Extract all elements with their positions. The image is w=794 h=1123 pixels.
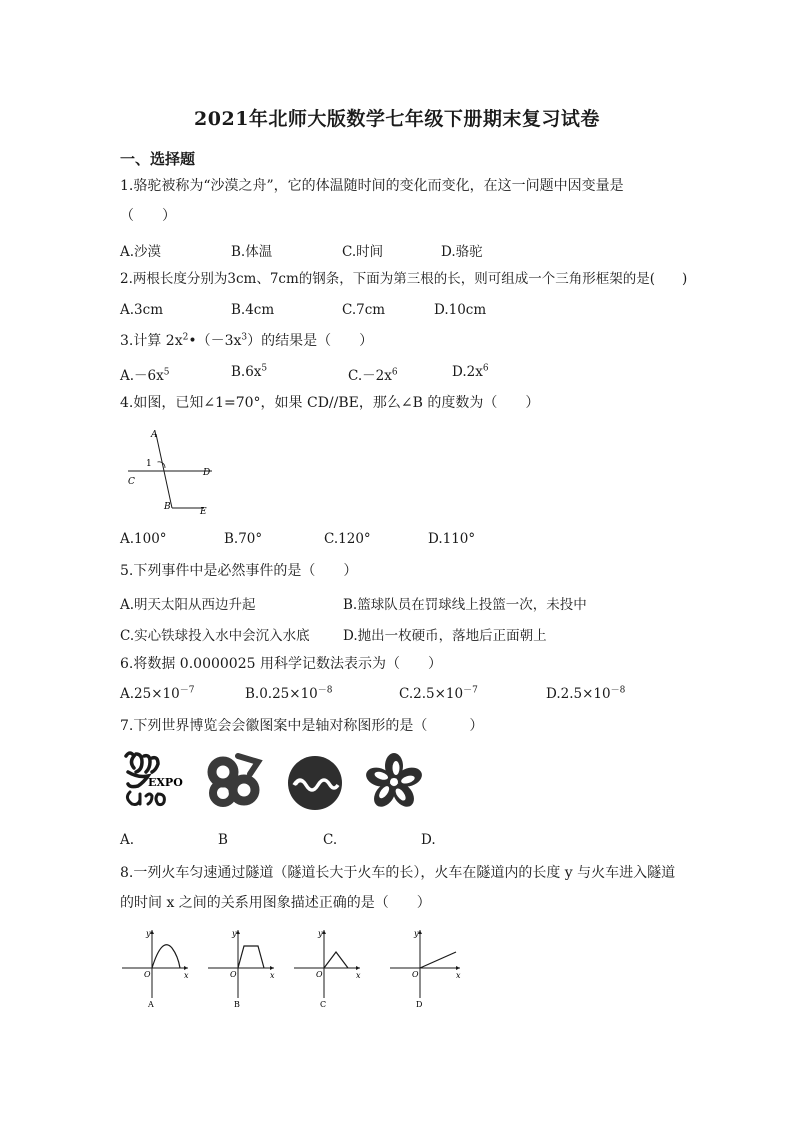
q6-option-c: $C.2.5\times 10^{-7}$ bbox=[399, 685, 478, 702]
q5-option-c: C.实心铁球投入水中会沉入水底 bbox=[120, 628, 310, 644]
question-7: 7.下列世界博览会会徽图案中是轴对称图形的是（ ） bbox=[120, 718, 484, 734]
graph-d-label: D bbox=[416, 1000, 423, 1009]
label-a: A bbox=[151, 430, 158, 440]
question-3: 3.计算 $2x^2•(-3x^3)$的结果是（ ） bbox=[120, 332, 374, 349]
label-c: C bbox=[128, 477, 135, 487]
graph-a bbox=[118, 924, 192, 1010]
q1-option-a: A.沙漠 bbox=[120, 244, 162, 260]
q4-option-d: D.110° bbox=[428, 531, 476, 547]
expo-logo-d bbox=[364, 752, 424, 812]
angle-1-arc bbox=[158, 462, 166, 468]
graph-c bbox=[290, 924, 364, 1010]
question-5: 5.下列事件中是必然事件的是（ ） bbox=[120, 563, 358, 579]
graph-b bbox=[204, 924, 278, 1010]
question-8-line-2: 的时间 x 之间的关系用图象描述正确的是（ ） bbox=[120, 895, 431, 911]
label-d: D bbox=[203, 468, 211, 478]
svg-text:O: O bbox=[230, 970, 237, 979]
q3-option-b: $B.6x^5$ bbox=[231, 363, 268, 380]
graph-b-label: B bbox=[234, 1000, 240, 1009]
q6-option-b: $B.0.25\times 10^{-8}$ bbox=[245, 685, 333, 702]
graph-c-label: C bbox=[320, 1000, 327, 1009]
graph-a-label: A bbox=[148, 1000, 154, 1009]
svg-text:x: x bbox=[456, 971, 461, 980]
q3-option-c: $C.-2x^6$ bbox=[348, 367, 398, 384]
q2-option-b: B.4cm bbox=[231, 302, 275, 318]
q2-option-d: D.10cm bbox=[434, 302, 487, 318]
question-8-line-1: 8.一列火车匀速通过隧道（隧道长大于火车的长），火车在隧道内的长度 y 与火车进入隧道 bbox=[120, 865, 676, 881]
q7-option-d: D. bbox=[421, 832, 436, 848]
q6-option-d: $D.2.5\times 10^{-8}$ bbox=[546, 685, 626, 702]
q1-option-d: D.骆驼 bbox=[441, 244, 483, 260]
label-b: B bbox=[164, 502, 171, 512]
svg-text:y: y bbox=[232, 929, 237, 938]
expo-logo-c bbox=[286, 754, 344, 812]
q1-option-b: B.体温 bbox=[231, 244, 273, 260]
question-1: 1.骆驼被称为“沙漠之舟”，它的体温随时间的变化而变化，在这一问题中因变量是 bbox=[120, 178, 624, 194]
svg-text:x: x bbox=[356, 971, 361, 980]
question-2: 2.两根长度分别为3cm、7cm的钢条，下面为第三根的长，则可组成一个三角形框架的是( ) bbox=[120, 271, 688, 287]
q7-option-a: A. bbox=[120, 832, 135, 848]
svg-text:y: y bbox=[414, 929, 419, 938]
q5-option-b: B.篮球队员在罚球线上投篮一次，未投中 bbox=[343, 597, 587, 613]
q3-option-d: $D.2x^6$ bbox=[452, 363, 489, 380]
parallel-lines-figure bbox=[120, 424, 220, 516]
question-4: 4.如图，已知∠1=70°，如果 CD//BE，那么∠B 的度数为（ ） bbox=[120, 395, 540, 411]
svg-text:y: y bbox=[146, 929, 151, 938]
q2-option-c: C.7cm bbox=[342, 302, 386, 318]
svg-text:O: O bbox=[316, 970, 323, 979]
question-6: 6.将数据 0.0000025 用科学记数法表示为（ ） bbox=[120, 656, 442, 672]
svg-text:x: x bbox=[184, 971, 189, 980]
expo-wordmark: EXPO bbox=[148, 776, 183, 789]
q4-option-a: A.100° bbox=[120, 531, 167, 547]
q1-option-c: C.时间 bbox=[342, 244, 384, 260]
svg-text:x: x bbox=[270, 971, 275, 980]
svg-text:y: y bbox=[318, 929, 323, 938]
expo-logo-a bbox=[118, 748, 184, 810]
expo-logo-b bbox=[204, 752, 264, 812]
label-1: 1 bbox=[146, 459, 152, 469]
q5-option-d: D.抛出一枚硬币，落地后正面朝上 bbox=[343, 628, 547, 644]
q4-option-c: C.120° bbox=[324, 531, 371, 547]
q7-option-c: C. bbox=[323, 832, 338, 848]
question-1-paren: （ ） bbox=[120, 208, 176, 224]
label-e: E bbox=[200, 507, 207, 516]
q4-option-b: B.70° bbox=[224, 531, 263, 547]
svg-text:O: O bbox=[412, 970, 419, 979]
page-title: 2021年北师大版数学七年级下册期末复习试卷 bbox=[194, 108, 600, 130]
q2-option-a: A.3cm bbox=[120, 302, 163, 318]
q5-option-a: A.明天太阳从西边升起 bbox=[120, 597, 256, 613]
q6-option-a: $A.25\times 10^{-7}$ bbox=[120, 685, 195, 702]
q3-option-a: $A.-6x^5$ bbox=[120, 367, 170, 384]
q7-option-b: B bbox=[218, 832, 228, 848]
graph-d bbox=[386, 924, 466, 1010]
svg-text:O: O bbox=[144, 970, 151, 979]
section-heading: 一、选择题 bbox=[120, 150, 196, 168]
